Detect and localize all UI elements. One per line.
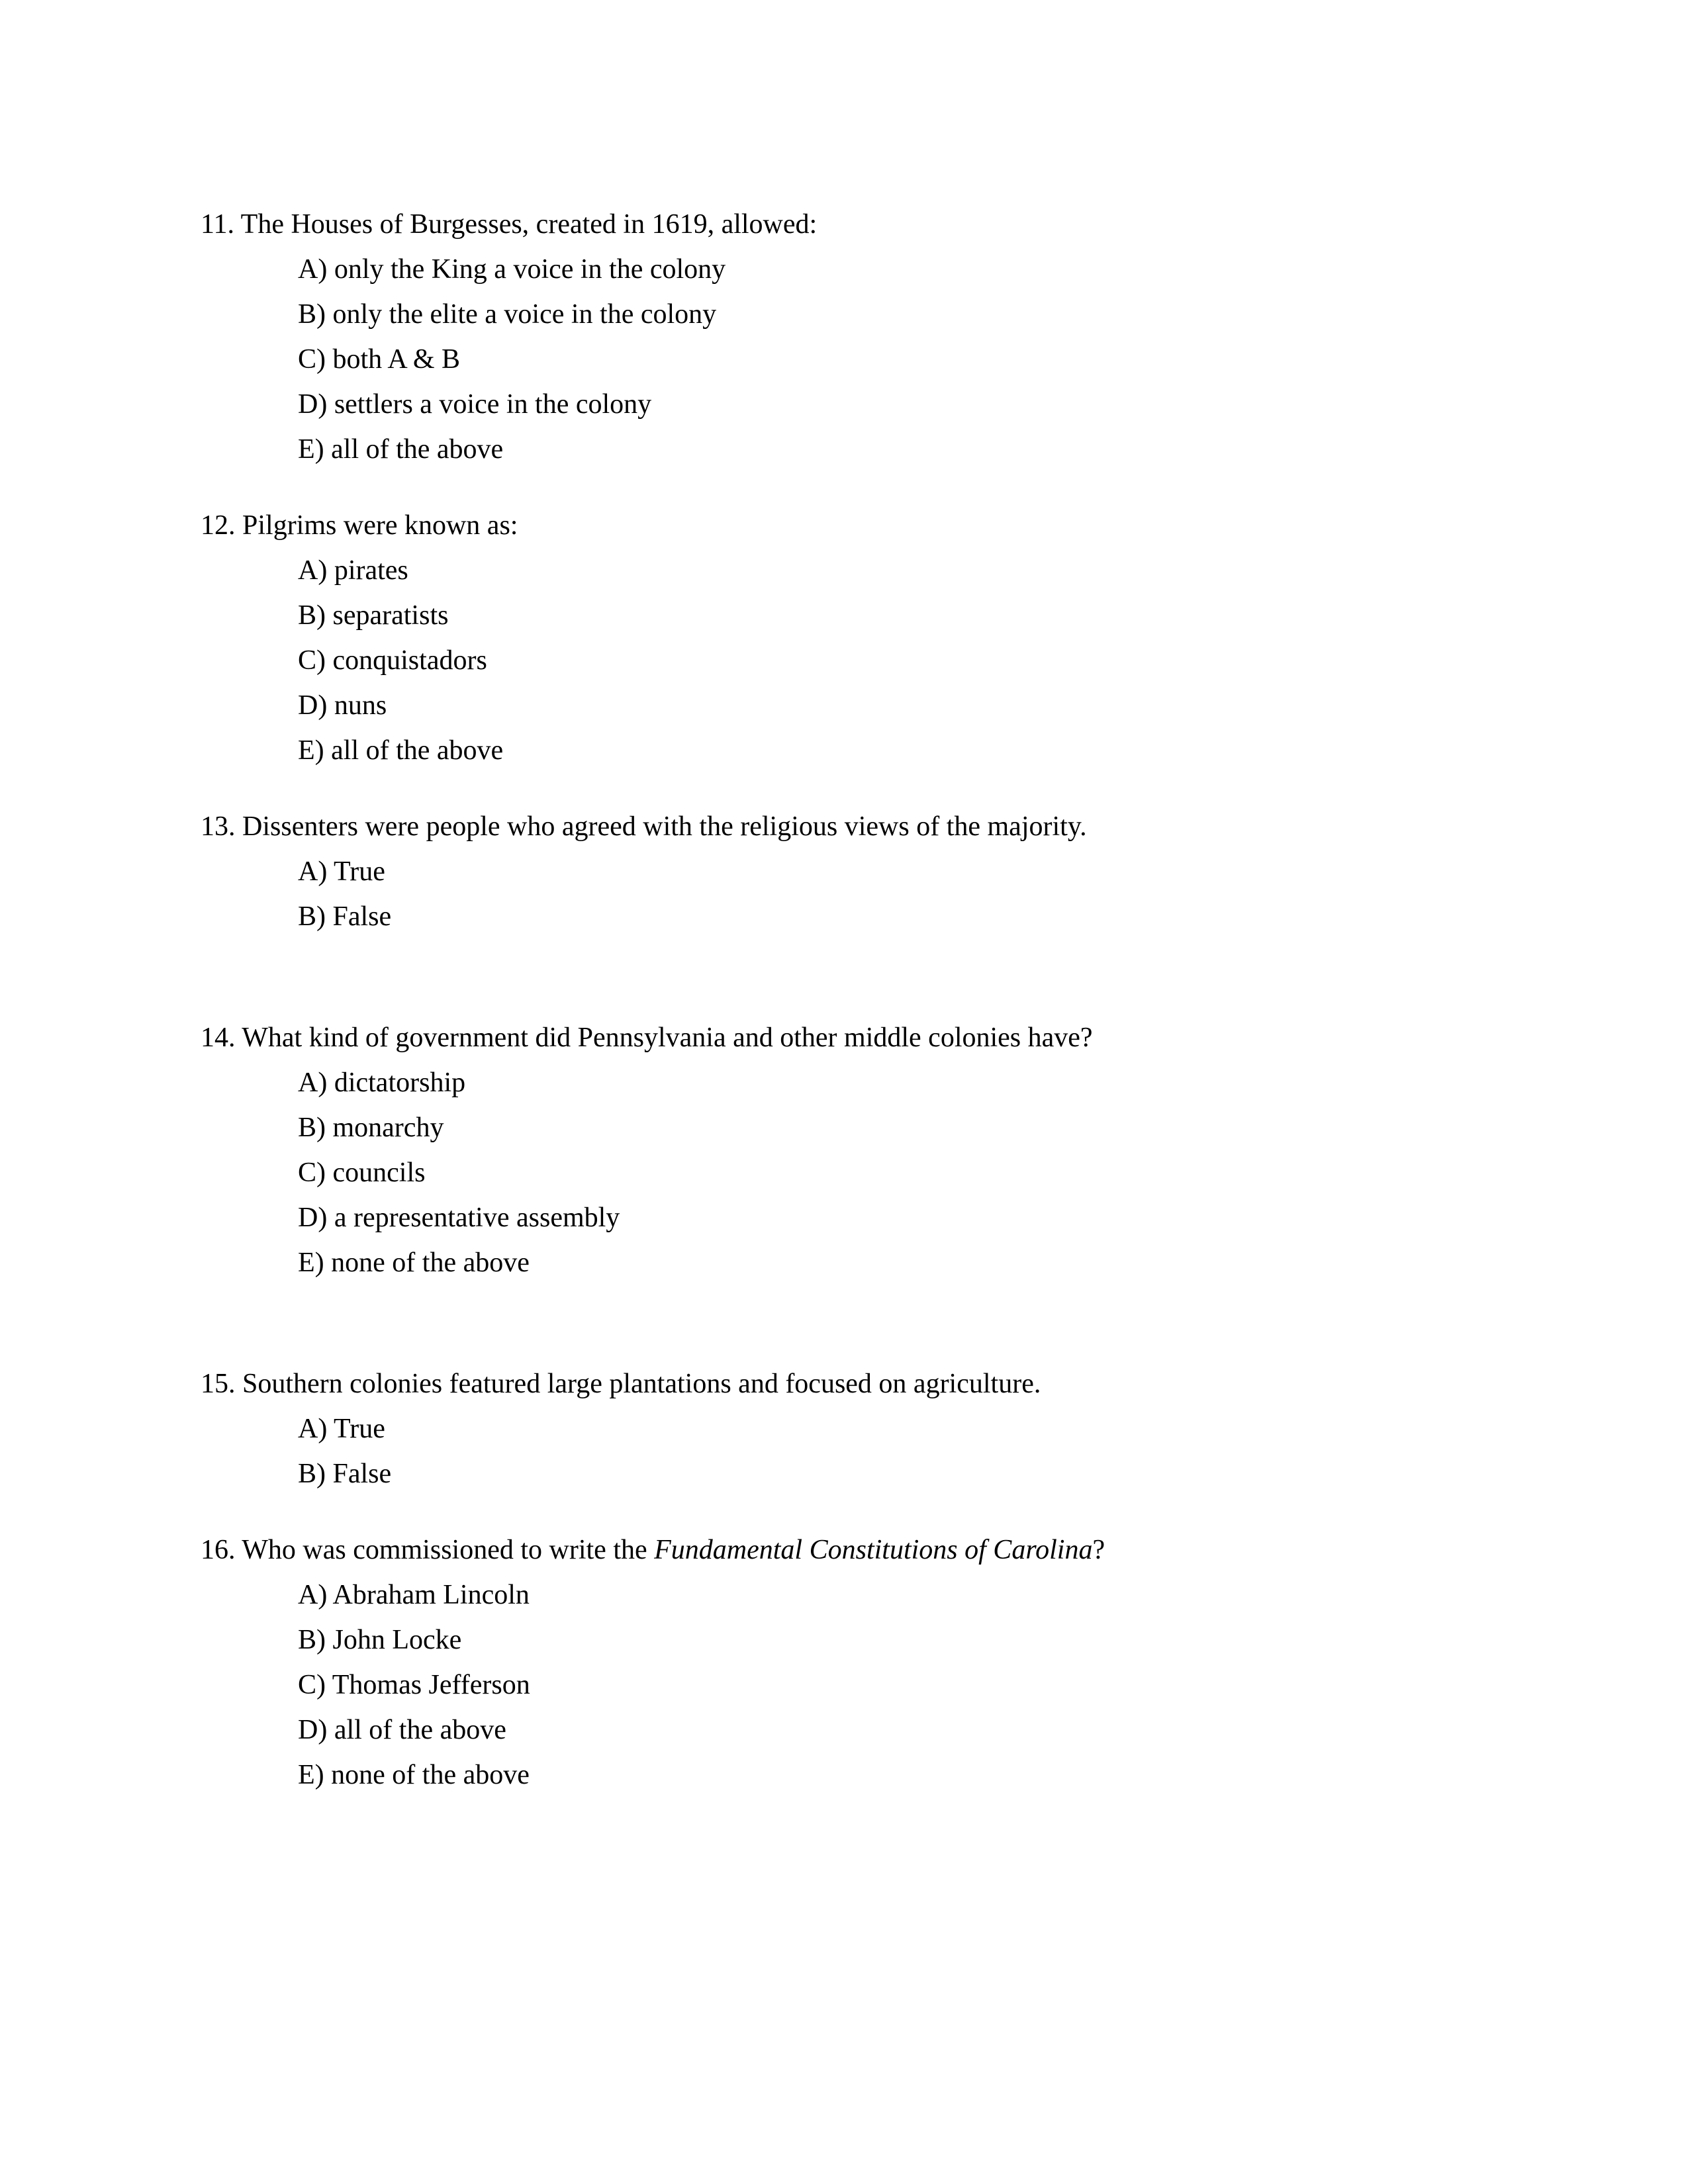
option-list-16	[201, 1572, 1458, 1797]
question-text-11: 11. The Houses of Burgesses, created in 1619, allowed:	[201, 209, 818, 240]
option-16-e[interactable]: E) none of the above	[298, 1760, 530, 1790]
option-12-d[interactable]: D) nuns	[298, 690, 387, 721]
question-block-15	[201, 1361, 1458, 1496]
question-text-15: 15. Southern colonies featured large plantations and focused on agriculture.	[201, 1369, 1041, 1399]
option-list-14	[201, 1060, 1458, 1285]
option-13-b[interactable]: B) False	[298, 901, 392, 932]
option-16-d[interactable]: D) all of the above	[298, 1715, 506, 1745]
question-block-12	[201, 503, 1458, 773]
option-14-d[interactable]: D) a representative assembly	[298, 1203, 620, 1233]
option-list-15	[201, 1406, 1458, 1496]
option-14-e[interactable]: E) none of the above	[298, 1248, 530, 1278]
option-15-b[interactable]: B) False	[298, 1459, 392, 1489]
question-block-13	[201, 804, 1458, 939]
option-11-a[interactable]: A) only the King a voice in the colony	[298, 254, 726, 285]
option-list-11	[201, 247, 1458, 472]
question-text-16-suffix: ?	[1092, 1535, 1105, 1565]
question-text-14: 14. What kind of government did Pennsylvania and other middle colonies have?	[201, 1023, 1093, 1053]
question-list	[201, 202, 1458, 1829]
option-16-a[interactable]: A) Abraham Lincoln	[298, 1580, 530, 1610]
option-15-a[interactable]: A) True	[298, 1414, 385, 1444]
option-11-e[interactable]: E) all of the above	[298, 434, 504, 465]
option-13-a[interactable]: A) True	[298, 856, 385, 887]
option-14-b[interactable]: B) monarchy	[298, 1113, 444, 1143]
question-text-16-prefix: 16. Who was commissioned to write the	[201, 1535, 655, 1565]
option-list-12	[201, 548, 1458, 773]
question-block-16	[201, 1527, 1458, 1797]
option-11-c[interactable]: C) both A & B	[298, 344, 461, 375]
option-12-a[interactable]: A) pirates	[298, 555, 408, 586]
option-11-d[interactable]: D) settlers a voice in the colony	[298, 389, 652, 420]
option-list-13	[201, 849, 1458, 939]
question-block-14	[201, 1015, 1458, 1285]
question-text-16-work-title: Fundamental Constitutions of Carolina	[654, 1535, 1093, 1565]
option-16-b[interactable]: B) John Locke	[298, 1625, 462, 1655]
option-11-b[interactable]: B) only the elite a voice in the colony	[298, 299, 717, 330]
option-14-a[interactable]: A) dictatorship	[298, 1068, 466, 1098]
question-block-11	[201, 202, 1458, 472]
option-12-b[interactable]: B) separatists	[298, 600, 449, 631]
option-16-c[interactable]: C) Thomas Jefferson	[298, 1670, 530, 1700]
question-text-12: 12. Pilgrims were known as:	[201, 510, 518, 541]
option-14-c[interactable]: C) councils	[298, 1158, 426, 1188]
question-text-13: 13. Dissenters were people who agreed with the religious views of the majority.	[201, 811, 1087, 842]
option-12-c[interactable]: C) conquistadors	[298, 645, 487, 676]
option-12-e[interactable]: E) all of the above	[298, 735, 504, 766]
question-text-16	[201, 1527, 1458, 1572]
